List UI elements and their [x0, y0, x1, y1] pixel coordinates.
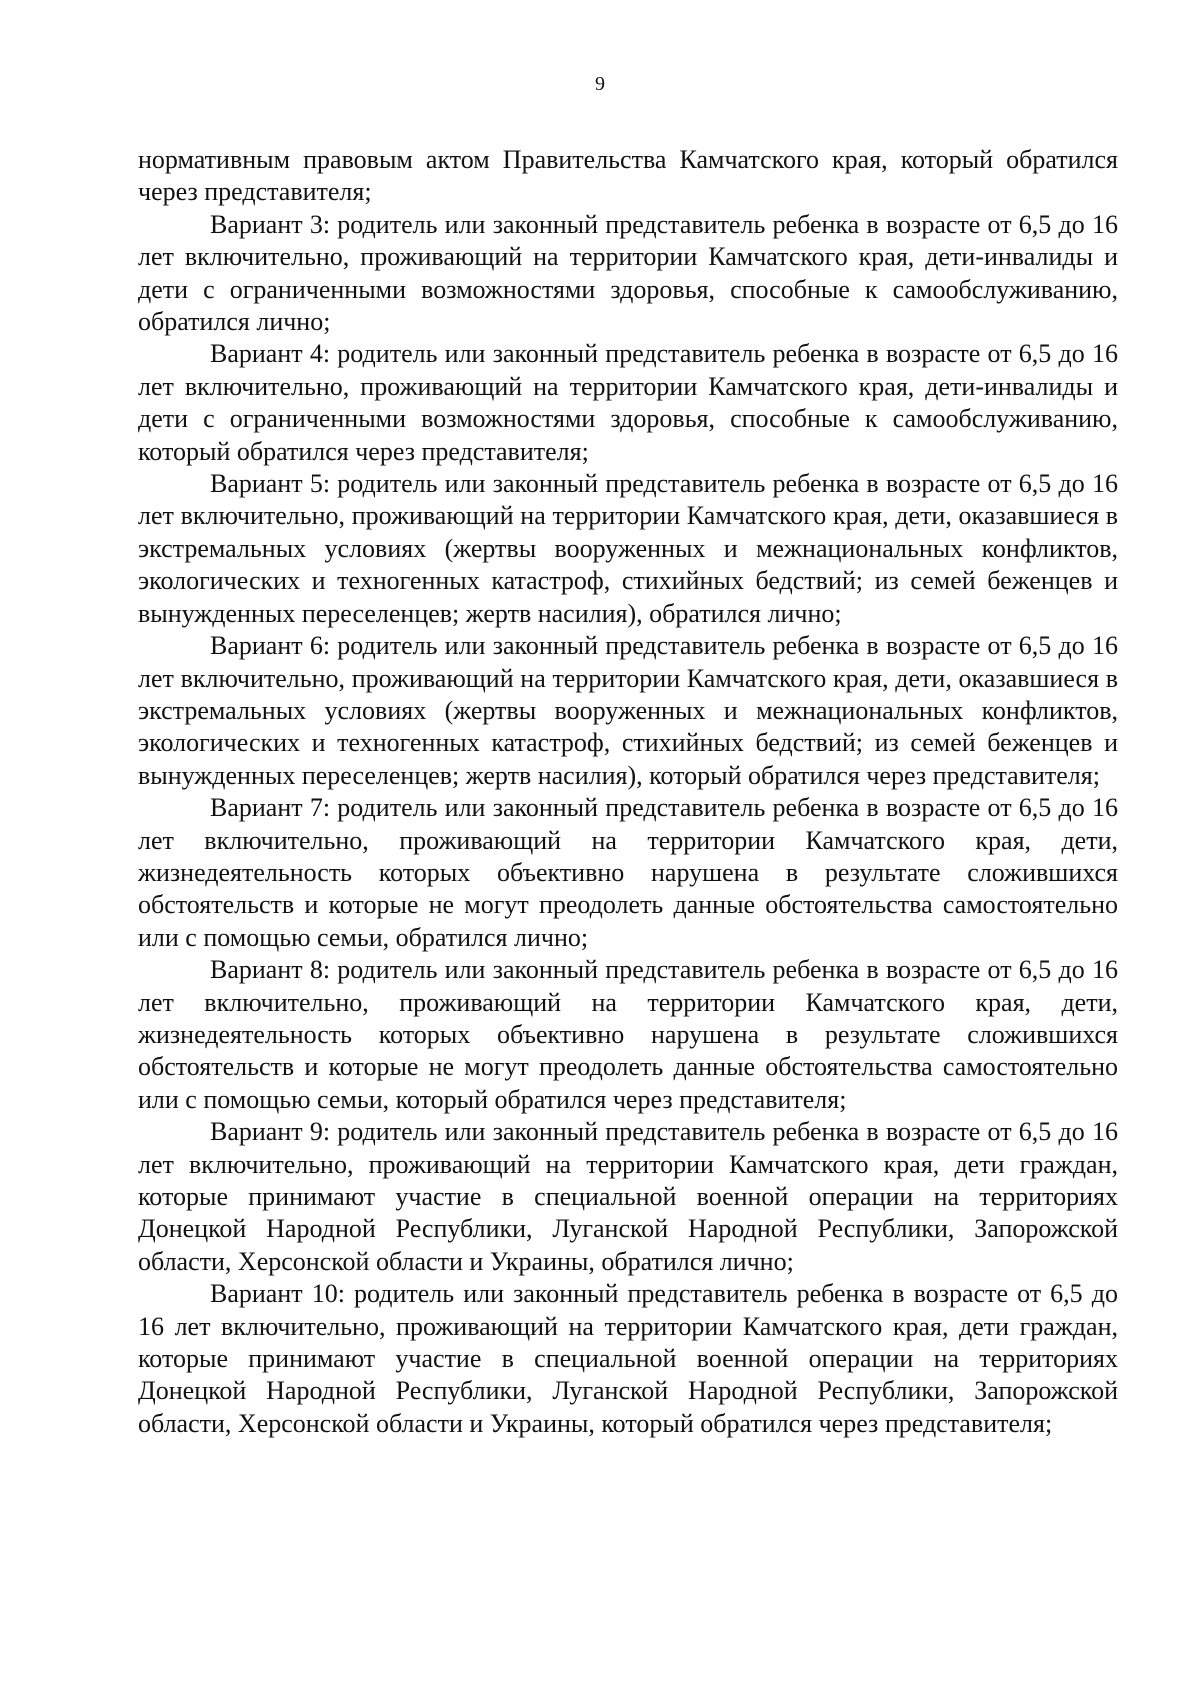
paragraph-variant-5: Вариант 5: родитель или законный представитель ребенка в возрасте от 6,5 до 16 лет включительно, проживающий на территории Камчатского края, дети, оказавшиеся в экстремальных условиях (жертвы вооруженных и межнациональных конфликтов, экологических и техногенных катастроф, стихийных бедствий; из семей беженцев и вынужденных переселенцев; жертв насилия), обратился лично;	[138, 469, 1118, 628]
page-number: 9	[595, 73, 605, 95]
paragraph-variant-4: Вариант 4: родитель или законный представитель ребенка в возрасте от 6,5 до 16 лет включительно, проживающий на территории Камчатского края, дети-инвалиды и дети с ограниченными возможностями здоровья, способные к самообслуживанию, который обратился через представителя;	[138, 339, 1118, 466]
paragraph-variant-3: Вариант 3: родитель или законный представитель ребенка в возрасте от 6,5 до 16 лет включительно, проживающий на территории Камчатского края, дети-инвалиды и дети с ограниченными возможностями здоровья, способные к самообслуживанию, обратился лично;	[138, 209, 1118, 337]
paragraph-variant-9: Вариант 9: родитель или законный представитель ребенка в возрасте от 6,5 до 16 лет включительно, проживающий на территории Камчатского края, дети граждан, которые принимают участие в специальной военной операции на территориях Донецкой Народной Республики, Луганской Народной Республики, Запорожской области, Херсонской области и Украины, обратился лично;	[138, 1117, 1118, 1276]
paragraph-variant-8: Вариант 8: родитель или законный представитель ребенка в возрасте от 6,5 до 16 лет включительно, проживающий на территории Камчатского края, дети, жизнедеятельность которых объективно нарушена в результате сложившихся обстоятельств и которые не могут преодолеть данные обстоятельства самостоятельно или с помощью семьи, который обратился через представителя;	[138, 955, 1118, 1114]
paragraph-variant-10: Вариант 10: родитель или законный представитель ребенка в возрасте от 6,5 до 16 лет включительно, проживающий на территории Камчатского края, дети граждан, которые принимают участие в специальной военной операции на территориях Донецкой Народной Республики, Луганской Народной Республики, Запорожской области, Херсонской области и Украины, который обратился через представителя;	[138, 1279, 1118, 1438]
document-body	[138, 144, 1118, 1440]
paragraph-variant-6: Вариант 6: родитель или законный представитель ребенка в возрасте от 6,5 до 16 лет включительно, проживающий на территории Камчатского края, дети, оказавшиеся в экстремальных условиях (жертвы вооруженных и межнациональных конфликтов, экологических и техногенных катастроф, стихийных бедствий; из семей беженцев и вынужденных переселенцев; жертв насилия), который обратился через представителя;	[138, 631, 1118, 790]
paragraph-variant-7: Вариант 7: родитель или законный представитель ребенка в возрасте от 6,5 до 16 лет включительно, проживающий на территории Камчатского края, дети, жизнедеятельность которых объективно нарушена в результате сложившихся обстоятельств и которые не могут преодолеть данные обстоятельства самостоятельно или с помощью семьи, обратился лично;	[138, 793, 1118, 952]
paragraph-continuation: нормативным правовым актом Правительства Камчатского края, который обратился через представителя;	[138, 145, 1118, 207]
